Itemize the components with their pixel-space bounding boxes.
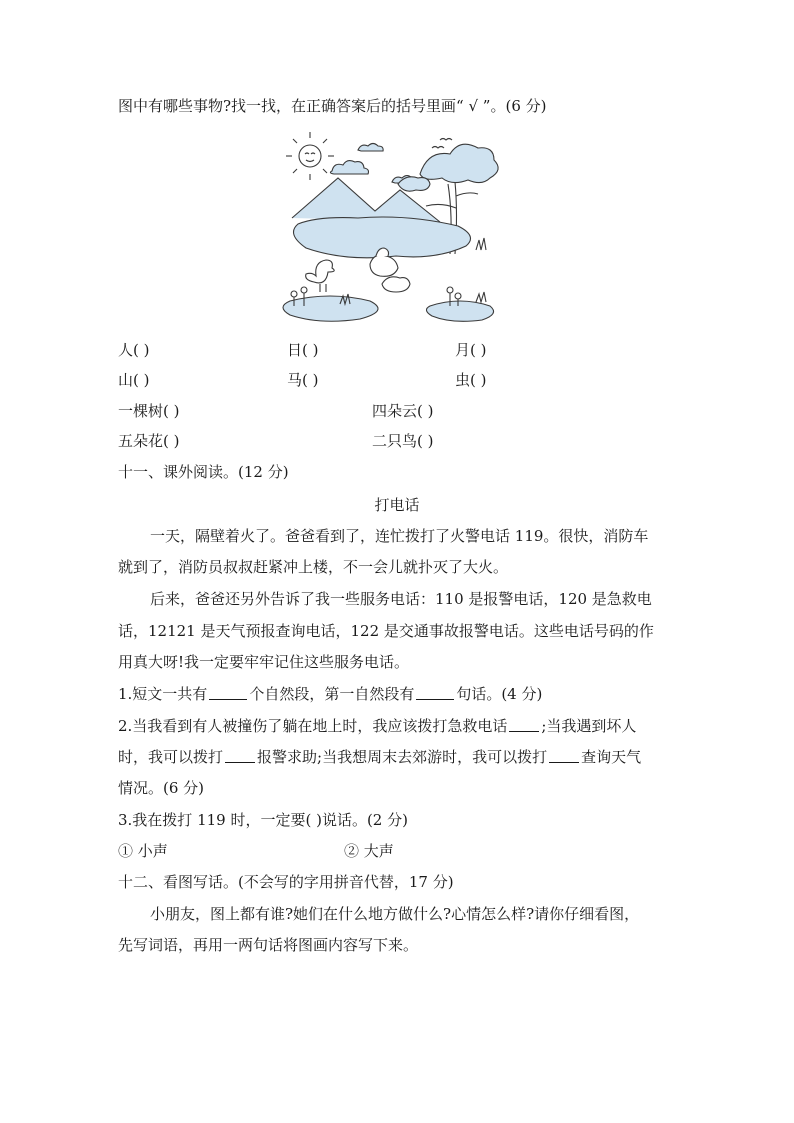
answer-blank[interactable]	[416, 685, 454, 700]
bird-icon	[432, 147, 444, 149]
option-person[interactable]: 人( )	[118, 341, 150, 359]
answer-blank[interactable]	[549, 748, 579, 763]
section-11-heading: 十一、课外阅读。(12 分)	[118, 463, 289, 481]
q10-instruction: 图中有哪些事物?找一找，在正确答案后的括号里画“ √ ”。(6 分)	[118, 97, 547, 115]
option-one-tree[interactable]: 一棵树( )	[118, 402, 180, 420]
passage-line: 后来，爸爸还另外告诉了我一些服务电话：110 是报警电话，120 是急救电	[150, 590, 652, 608]
prompt-line: 小朋友，图上都有谁?她们在什么地方做什么?心情怎么样?请你仔细看图，	[150, 905, 640, 923]
option-moon[interactable]: 月( )	[455, 341, 487, 359]
option-mountain[interactable]: 山( )	[118, 371, 150, 389]
question-text: 1.短文一共有	[118, 685, 208, 703]
bird-icon	[440, 139, 452, 141]
option-sun[interactable]: 日( )	[287, 341, 319, 359]
passage-line: 一天，隔壁着火了。爸爸看到了，连忙拨打了火警电话 119。很快，消防车	[150, 527, 649, 545]
passage-title: 打电话	[374, 496, 420, 514]
question-2-cont	[118, 747, 641, 767]
passage-line: 话，12121 是天气预报查询电话，122 是交通事故报警电话。这些电话号码的作	[118, 622, 654, 640]
question-1	[118, 684, 542, 704]
question-text: 报警求助;当我想周末去郊游时，我可以拨打	[257, 748, 548, 766]
answer-blank[interactable]	[225, 748, 255, 763]
question-3: 3.我在拨打 119 时，一定要( )说话。(2 分)	[118, 811, 408, 829]
question-text: ;当我遇到坏人	[541, 717, 637, 735]
passage-line: 就到了，消防员叔叔赶紧冲上楼，不一会儿就扑灭了大火。	[118, 558, 509, 576]
choice-loud[interactable]: ② 大声	[344, 842, 394, 860]
landscape-illustration	[280, 126, 510, 326]
question-2	[118, 716, 636, 736]
duck-icon	[382, 277, 410, 292]
question-text: 句话。(4 分)	[456, 685, 543, 703]
question-2-end: 情况。(6 分)	[118, 779, 205, 797]
choice-quiet[interactable]: ① 小声	[118, 842, 168, 860]
option-four-clouds[interactable]: 四朵云( )	[372, 402, 434, 420]
option-insect[interactable]: 虫( )	[455, 371, 487, 389]
sun-icon	[286, 132, 334, 180]
duck-icon	[306, 260, 335, 292]
option-two-birds[interactable]: 二只鸟( )	[372, 432, 434, 450]
option-horse[interactable]: 马( )	[287, 371, 319, 389]
question-text: 时，我可以拨打	[118, 748, 224, 766]
answer-blank[interactable]	[509, 717, 539, 732]
cloud-icon	[330, 144, 417, 184]
prompt-line: 先写词语，再用一两句话将图画内容写下来。	[118, 936, 419, 954]
question-text: 2.当我看到有人被撞伤了躺在地上时，我应该拨打急救电话	[118, 717, 508, 735]
option-five-flowers[interactable]: 五朵花( )	[118, 432, 180, 450]
question-text: 查询天气	[581, 748, 642, 766]
answer-blank[interactable]	[209, 685, 247, 700]
section-12-heading: 十二、看图写话。(不会写的字用拼音代替，17 分)	[118, 873, 454, 891]
question-text: 个自然段，第一自然段有	[249, 685, 415, 703]
passage-line: 用真大呀!我一定要牢牢记住这些服务电话。	[118, 653, 410, 671]
